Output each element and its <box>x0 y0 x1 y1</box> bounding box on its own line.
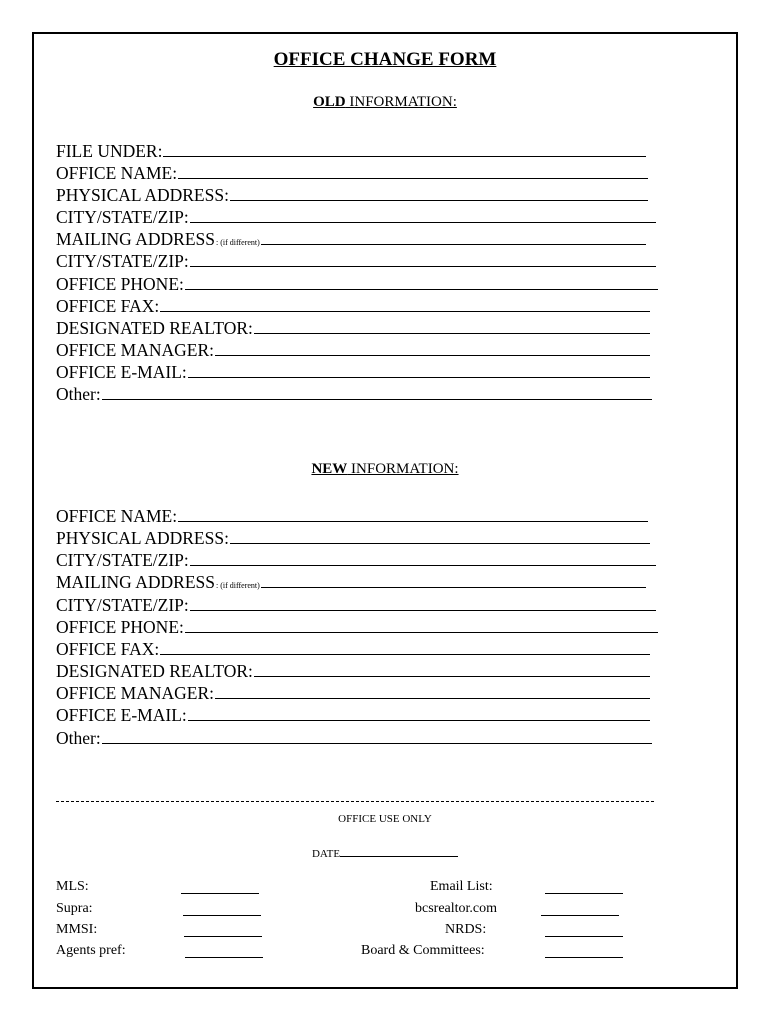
field-line[interactable] <box>102 385 652 400</box>
mmsi-label: MMSI: <box>56 922 98 937</box>
new-office-email-field[interactable] <box>56 705 650 725</box>
field-line[interactable] <box>178 164 648 179</box>
old-mailing-address-field[interactable] <box>56 229 646 249</box>
field-line[interactable] <box>230 186 648 201</box>
field-label: FILE UNDER: <box>56 141 163 161</box>
new-designated-realtor-field[interactable] <box>56 661 650 681</box>
field-line[interactable] <box>254 319 650 334</box>
new-office-phone-field[interactable] <box>56 617 658 637</box>
new-physical-address-field[interactable] <box>56 528 650 548</box>
field-label: CITY/STATE/ZIP: <box>56 207 189 227</box>
field-line[interactable] <box>190 208 656 223</box>
field-line[interactable] <box>190 596 656 611</box>
email-list-label: Email List: <box>430 879 493 894</box>
field-label: OFFICE E-MAIL: <box>56 705 187 725</box>
old-office-email-field[interactable] <box>56 362 650 382</box>
field-label: DESIGNATED REALTOR: <box>56 661 253 681</box>
agents-pref-blank[interactable] <box>185 957 263 958</box>
date-row <box>0 847 770 860</box>
nrds-label: NRDS: <box>445 922 487 937</box>
supra-label: Supra: <box>56 901 93 916</box>
field-label: OFFICE NAME: <box>56 506 178 526</box>
field-line[interactable] <box>188 363 650 378</box>
field-line[interactable] <box>163 142 646 157</box>
field-label: OFFICE FAX: <box>56 639 160 659</box>
old-information-heading <box>0 94 770 111</box>
field-label: OFFICE PHONE: <box>56 274 184 294</box>
mls-label: MLS: <box>56 879 89 894</box>
field-label: OFFICE MANAGER: <box>56 340 215 360</box>
board-committees-label: Board & Committees: <box>361 943 485 958</box>
old-mailing-city-state-zip-field[interactable] <box>56 251 656 271</box>
new-office-fax-field[interactable] <box>56 639 650 659</box>
old-office-phone-field[interactable] <box>56 274 658 294</box>
board-committees-blank[interactable] <box>545 957 623 958</box>
field-line[interactable] <box>178 507 648 522</box>
field-label: DESIGNATED REALTOR: <box>56 318 253 338</box>
old-physical-address-field[interactable] <box>56 185 648 205</box>
field-line[interactable] <box>160 640 650 655</box>
field-line[interactable] <box>188 706 650 721</box>
email-list-blank[interactable] <box>545 893 623 894</box>
old-office-manager-field[interactable] <box>56 340 650 360</box>
field-label: Other: <box>56 728 101 748</box>
old-other-field[interactable] <box>56 384 652 404</box>
old-city-state-zip-field[interactable] <box>56 207 656 227</box>
field-label: MAILING ADDRESS <box>56 229 215 249</box>
field-label: Other: <box>56 384 101 404</box>
new-city-state-zip-field[interactable] <box>56 550 656 570</box>
old-heading-rest: INFORMATION: <box>345 94 457 110</box>
field-label: OFFICE E-MAIL: <box>56 362 187 382</box>
field-label: OFFICE NAME: <box>56 163 178 183</box>
office-use-heading: OFFICE USE ONLY <box>338 813 432 825</box>
new-other-field[interactable] <box>56 728 652 748</box>
field-line[interactable] <box>261 230 646 245</box>
field-note: : (if different) <box>215 581 260 590</box>
field-line[interactable] <box>230 529 650 544</box>
new-office-name-field[interactable] <box>56 506 648 526</box>
date-label: DATE <box>311 848 341 860</box>
field-label: OFFICE FAX: <box>56 296 160 316</box>
field-label: CITY/STATE/ZIP: <box>56 251 189 271</box>
field-line[interactable] <box>160 297 650 312</box>
agents-pref-label: Agents pref: <box>56 943 126 958</box>
new-office-manager-field[interactable] <box>56 683 650 703</box>
field-note: : (if different) <box>215 238 260 247</box>
field-label: PHYSICAL ADDRESS: <box>56 185 229 205</box>
field-label: OFFICE MANAGER: <box>56 683 215 703</box>
field-line[interactable] <box>254 662 650 677</box>
mmsi-blank[interactable] <box>184 936 262 937</box>
old-file-under-field[interactable] <box>56 141 646 161</box>
mls-blank[interactable] <box>181 893 259 894</box>
field-line[interactable] <box>215 684 650 699</box>
bcsrealtor-label: bcsrealtor.com <box>415 901 498 916</box>
field-line[interactable] <box>185 275 658 290</box>
field-line[interactable] <box>190 551 656 566</box>
field-line[interactable] <box>261 573 646 588</box>
old-office-fax-field[interactable] <box>56 296 650 316</box>
bcsrealtor-blank[interactable] <box>541 915 619 916</box>
old-heading-bold: OLD <box>313 94 346 110</box>
dashed-separator <box>56 801 654 802</box>
field-label: PHYSICAL ADDRESS: <box>56 528 229 548</box>
old-office-name-field[interactable] <box>56 163 648 183</box>
field-label: OFFICE PHONE: <box>56 617 184 637</box>
field-label: CITY/STATE/ZIP: <box>56 595 189 615</box>
old-designated-realtor-field[interactable] <box>56 318 650 338</box>
new-information-heading <box>0 461 770 478</box>
field-label: CITY/STATE/ZIP: <box>56 550 189 570</box>
field-line[interactable] <box>190 252 656 267</box>
field-line[interactable] <box>185 618 658 633</box>
supra-blank[interactable] <box>183 915 261 916</box>
field-line[interactable] <box>102 729 652 744</box>
field-label: MAILING ADDRESS <box>56 572 215 592</box>
new-heading-bold: NEW <box>311 461 348 477</box>
field-line[interactable] <box>215 341 650 356</box>
new-heading-rest: INFORMATION: <box>347 461 459 477</box>
new-mailing-address-field[interactable] <box>56 572 646 592</box>
date-line[interactable] <box>340 847 458 857</box>
nrds-blank[interactable] <box>545 936 623 937</box>
new-mailing-city-state-zip-field[interactable] <box>56 595 656 615</box>
form-title: OFFICE CHANGE FORM <box>273 49 497 70</box>
